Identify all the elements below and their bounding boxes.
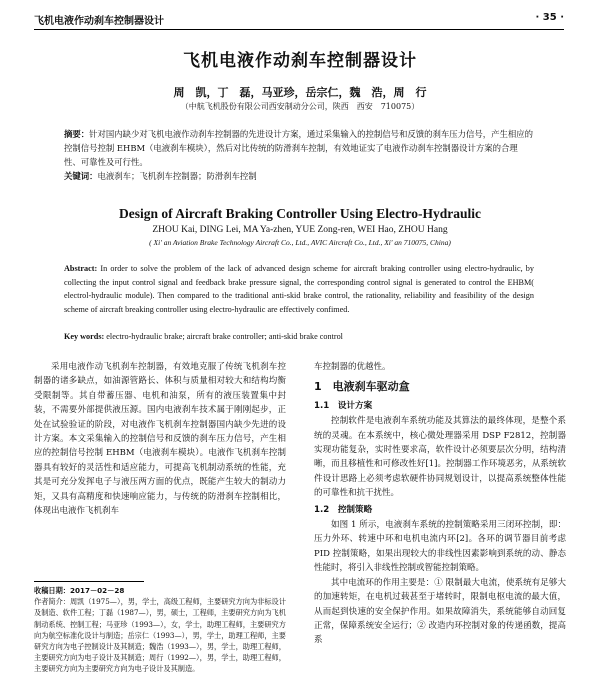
page-number: · 35 ·	[535, 12, 564, 23]
intro-continuation: 车控制器的优越性。	[314, 362, 391, 372]
abstract-cn	[64, 128, 534, 169]
abstract-en	[64, 262, 534, 316]
section-1-1-heading: 1.1 设计方案	[314, 400, 373, 411]
section-1-2-paragraph-a: 如图 1 所示，电液刹车系统的控制策略采用三闭环控制，即：压力外环、转速中环和电机电流内环[2]。各环的调节器目前考虑 PID 控制策略，如果出现较大的非线性因素影响到系统的动、静态性能时，将引入非线性控制或智能控制策略。	[314, 520, 566, 574]
running-header-title: 飞机电液作动刹车控制器设计	[34, 16, 164, 27]
intro-paragraph: 采用电液作动飞机刹车控制器，有效地克服了传统飞机刹车控制器的诸多缺点，如油源管路长、体积与质量相对较大和结构均衡受限制等。其自带蓄压器、电机和油泵，所有的液压装置集中封装，不需要外部提供液压源。国内电液刹车技术属于刚刚起步，正处在试验验证的阶段，对电液作飞机刹车控制器国内缺少先进的设计方案。本文采集输入的控制信号和反馈的刹车压力信号，产生相应的控制信号控制 EHBM（电液刹车模块）。电液作飞机刹车控制器具有较好的灵活性和适应能力，可提高飞机制动系统的性能，充其是可充分发挥电子与液压两方面的优点，既能产生较大的制动力矩，又具有高精度和快速响应能力，与传统的防滑刹车控制相比，体现出电液作飞机刹车	[34, 362, 286, 517]
keywords-cn-text: 电液刹车；飞机刹车控制器；防滑刹车控制	[97, 171, 257, 181]
abstract-cn-text: 针对国内缺少对飞机电液作动刹车控制器的先进设计方案，通过采集输入的控制信号和反馈的刹车压力信号，产生相应的控制信号控制 EHBM（电液刹车模块），然后对比传统的防滑刹车控制，有效地证实了电液作动刹车控制器设计方案的合理性、可靠性及可行性。	[64, 129, 533, 167]
abstract-en-label: Abstract:	[64, 264, 98, 273]
body-column-left	[34, 360, 286, 518]
keywords-en-text: electro-hydraulic brake; aircraft brake controller; anti-skid brake control	[106, 332, 343, 341]
paper-title-cn: 飞机电液作动刹车控制器设计	[183, 51, 417, 71]
affiliation-cn: （中航飞机股份有限公司西安制动分公司，陕西 西安 710075）	[180, 102, 420, 111]
abstract-en-text: In order to solve the problem of the lack of advanced design scheme for aircraft braking controller using electro-hydraulic, by collecting the input control signal and feedback brake pressure signal, the corresponding control signal is generated to control the EHBM( electrol-hydraulic module). Then compared to the traditional anti-skid brake control, the rationality, reliability and feasibility of the design scheme of aircraft breaking controller using electro-hydraulic are effectively confimed.	[64, 264, 534, 314]
keywords-en-label: Key words:	[64, 332, 105, 341]
paper-title-en: Design of Aircraft Braking Controller Using Electro-Hydraulic	[119, 206, 481, 221]
footnote-rule	[34, 581, 144, 582]
received-date: 收稿日期：2017－02－28	[34, 586, 125, 595]
keywords-cn	[64, 170, 534, 182]
authors-cn: 周 凯，丁 磊，马亚珍，岳宗仁，魏 浩，周 行	[173, 86, 427, 99]
section-1-2-paragraph-b: 其中电流环的作用主要是：① 限制最大电流，使系统有足够大的加速转矩，在电机过载甚至于堵转时，限制电枢电流的最大值，从而起到快速的安全保护作用。如果故障消失，系统能够自动回复正常，保障系统安全运行；② 改造内环控制对象的传递函数，提高系	[314, 577, 566, 646]
author-bios: 作者简介：周凯（1975—），男，学士，高级工程师，主要研究方向为非标设计及制造、软件工程；丁磊（1987—），男，硕士，工程师，主要研究方向为飞机制动系统、控制工程；马亚珍（1993—），女，学士，助理工程师，主要研究方向为航空标准化设计与制造；岳宗仁（1993—），男，学士，助理工程师，主要研究方向为电子控制设计及其制造；魏浩（1993—），男，学士，助理工程师，主要研究方向为电子设计及其制造；周行（1992—），男，学士，助理工程师，主要研究方向为主要研究方向为电子设计及其制造。	[34, 597, 286, 674]
body-column-right	[314, 360, 566, 648]
footnotes	[34, 585, 286, 675]
affiliation-en: ( Xi' an Aviation Brake Technology Aircraft Co., Ltd., AVIC Aircraft Co., Ltd., Xi' an 710075, China)	[149, 238, 451, 247]
keywords-en	[64, 332, 534, 341]
section-1-1-paragraph: 控制软件是电液刹车系统功能及其算法的最终体现，是整个系统的灵魂。在本系统中，核心微处理器采用 DSP F2812，控制器实现功能复杂，实时性要求高，软件设计必须要层次分明，结构清晰，而且移植性和可修改性好[1]。控制器工作环境恶劣，从系统软件设计思路上必须考虑软硬件协同规划设计，以提高系统整体性能的可靠性和抗干扰性。	[314, 416, 566, 499]
authors-en: ZHOU Kai, DING Lei, MA Ya-zhen, YUE Zong-ren, WEI Hao, ZHOU Hang	[152, 225, 448, 235]
section-1-2-heading: 1.2 控制策略	[314, 504, 373, 515]
running-header	[34, 12, 564, 28]
keywords-cn-label: 关键词：	[64, 171, 98, 181]
abstract-cn-label: 摘要：	[64, 129, 90, 139]
section-1-heading: 1 电液刹车驱动盒	[314, 380, 410, 394]
header-rule	[34, 29, 564, 30]
